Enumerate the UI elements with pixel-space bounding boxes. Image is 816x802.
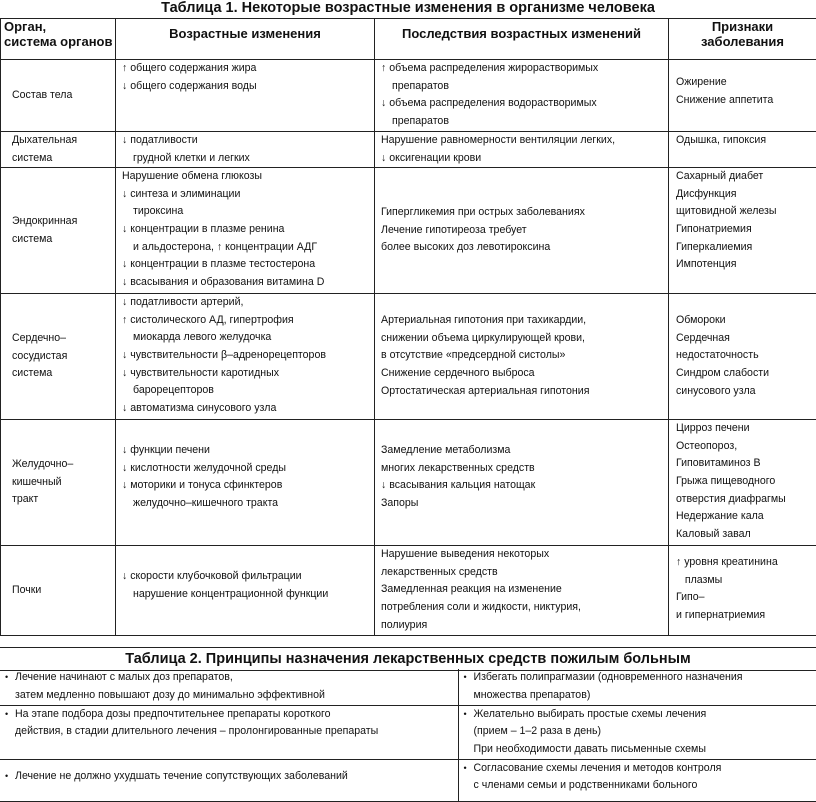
header-changes-label: Возрастные изменения [119,19,371,41]
change-line: ↑ систолического АД, гипертрофия [122,312,370,330]
header-organ-line: Орган, [4,19,112,34]
change-line: ↓ концентрации в плазме тестостерона [122,256,370,274]
sign-line: отверстия диафрагмы [676,491,812,509]
consequence-line: препаратов [381,113,664,131]
change-line: ↓ общего содержания воды [122,78,370,96]
sign-line: синусового узла [676,383,812,401]
change-line: ↓ функции печени [122,442,370,460]
change-line: ↓ кислотности желудочной среды [122,460,370,478]
header-consequences [375,19,669,60]
principle-cell [458,669,816,705]
principle-line: • На этапе подбора дозы предпочтительнее препараты короткого [15,706,452,724]
change-line: ↑ общего содержания жира [122,60,370,78]
change-line: ↓ податливости артерий, [122,294,370,312]
sign-line: Дисфункция [676,186,812,204]
header-changes [116,19,375,60]
consequences-cell [375,132,669,168]
change-line: ↓ автоматизма синусового узла [122,400,370,418]
consequence-line: лекарственных средств [381,564,664,582]
organ-line: Сердечно– [12,330,111,348]
principle-line: При необходимости давать письменные схемы [474,741,811,759]
changes-cell [116,546,375,636]
sign-line: Гипонатриемия [676,221,812,239]
sign-line: Синдром слабости [676,365,812,383]
table1-row [1,420,816,546]
principle-cell [458,705,816,759]
principle-line: • Лечение начинают с малых доз препаратов, [15,669,452,687]
principle-line: • Согласование схемы лечения и методов контроля [474,760,811,778]
organ-cell [1,168,116,294]
sign-line: Импотенция [676,256,812,274]
header-organ [1,19,116,60]
principle-cell [458,759,816,801]
sign-line: ↑ уровня креатинина [676,554,812,572]
signs-cell [669,168,816,294]
change-line: миокарда левого желудочка [122,329,370,347]
consequence-line: Нарушение равномерности вентиляции легких, [381,132,664,150]
table1-row [1,294,816,420]
organ-cell [1,294,116,420]
consequence-line: Гипергликемия при острых заболеваниях [381,204,664,222]
consequences-cell [375,168,669,294]
sign-line: Снижение аппетита [676,92,812,110]
organ-line: Почки [12,582,111,600]
organ-line: тракт [12,491,111,509]
sign-line: плазмы [676,572,812,590]
change-line: ↓ моторики и тонуса сфинктеров [122,477,370,495]
consequence-line: Замедленная реакция на изменение [381,581,664,599]
changes-cell [116,132,375,168]
sign-line: Грыжа пищеводного [676,473,812,491]
consequence-line: снижении объема циркулирующей крови, [381,330,664,348]
change-line: ↓ чувствительности каротидных [122,365,370,383]
consequence-line: Лечение гипотиреоза требует [381,222,664,240]
consequence-line: Артериальная гипотония при тахикардии, [381,312,664,330]
organ-line: Желудочно– [12,456,111,474]
change-line: ↓ синтеза и элиминации [122,186,370,204]
table1-row [1,60,816,132]
change-line: ↓ концентрации в плазме ренина [122,221,370,239]
principle-row [0,669,816,705]
consequence-line: ↓ оксигенации крови [381,150,664,168]
sign-line: и гипернатриемия [676,607,812,625]
organ-cell [1,420,116,546]
consequence-line: многих лекарственных средств [381,460,664,478]
organ-line: Эндокринная [12,213,111,231]
principle-line: действия, в стадии длительного лечения – пролонгированные препараты [15,723,452,741]
table1-row [1,132,816,168]
principle-row [0,759,816,801]
header-signs [669,19,816,60]
sign-line: Обмороки [676,312,812,330]
signs-cell [669,132,816,168]
organ-cell [1,60,116,132]
table1-row [1,168,816,294]
signs-cell [669,546,816,636]
signs-cell [669,420,816,546]
sign-line: щитовидной железы [676,203,812,221]
organ-line: кишечный [12,474,111,492]
table1-row [1,546,816,636]
organ-line: сосудистая [12,348,111,366]
change-line: желудочно–кишечного тракта [122,495,370,513]
principle-line: • Лечение не должно ухудшать течение сопутствующих заболеваний [15,768,452,786]
principle-cell [0,705,458,759]
consequence-line: Нарушение выведения некоторых [381,546,664,564]
principle-line: затем медленно повышают дозу до минимально эффективной [15,687,452,705]
table2-title: Таблица 2. Принципы назначения лекарственных средств пожилым больным [0,647,816,671]
change-line: Нарушение обмена глюкозы [122,168,370,186]
header-consequences-label: Последствия возрастных изменений [378,19,665,41]
sign-line: Гипо– [676,589,812,607]
consequences-cell [375,60,669,132]
consequence-line: потребления соли и жидкости, никтурия, [381,599,664,617]
principle-line: с членами семьи и родственниками больного [474,777,811,795]
principle-line: множества препаратов) [474,687,811,705]
changes-cell [116,420,375,546]
sign-line: Сердечная [676,330,812,348]
consequence-line: Запоры [381,495,664,513]
consequence-line: Замедление метаболизма [381,442,664,460]
changes-cell [116,168,375,294]
sign-line: Остеопороз, [676,438,812,456]
sign-line: Цирроз печени [676,420,812,438]
consequences-cell [375,294,669,420]
principle-cell [0,759,458,801]
prescribing-principles-table [0,669,816,802]
consequence-line: полиурия [381,617,664,635]
change-line: ↓ чувствительности β–адренорецепторов [122,347,370,365]
consequences-cell [375,546,669,636]
change-line: ↓ скорости клубочковой фильтрации [122,568,370,586]
header-organ-line: система органов [4,34,112,49]
consequence-line: в отсутствие «предсердной систолы» [381,347,664,365]
sign-line: Сахарный диабет [676,168,812,186]
organ-line: Дыхательная [12,132,111,150]
sign-line: Недержание кала [676,508,812,526]
header-signs-line: Признаки [672,19,813,34]
sign-line: Гиперкалиемия [676,239,812,257]
table1-title: Таблица 1. Некоторые возрастные изменения в организме человека [0,0,816,19]
organ-cell [1,132,116,168]
organ-line: система [12,231,111,249]
consequence-line: ↓ всасывания кальция натощак [381,477,664,495]
change-line: нарушение концентрационной функции [122,586,370,604]
table1-header-row [1,19,816,60]
consequence-line: препаратов [381,78,664,96]
sign-line: недостаточность [676,347,812,365]
principle-row [0,705,816,759]
organ-line: Состав тела [12,87,111,105]
changes-cell [116,60,375,132]
principle-line: • Желательно выбирать простые схемы лечения [474,706,811,724]
age-changes-table [0,18,816,636]
signs-cell [669,294,816,420]
sign-line: Ожирение [676,74,812,92]
principle-cell [0,669,458,705]
change-line: грудной клетки и легких [122,150,370,168]
change-line: тироксина [122,203,370,221]
change-line: ↓ всасывания и образования витамина D [122,274,370,292]
header-signs-line: заболевания [672,34,813,49]
sign-line: Одышка, гипоксия [676,132,812,150]
sign-line: Каловый завал [676,526,812,544]
consequence-line: Снижение сердечного выброса [381,365,664,383]
consequence-line: более высоких доз левотироксина [381,239,664,257]
consequence-line: ↑ объема распределения жирорастворимых [381,60,664,78]
change-line: барорецепторов [122,382,370,400]
signs-cell [669,60,816,132]
consequences-cell [375,420,669,546]
consequence-line: Ортостатическая артериальная гипотония [381,383,664,401]
change-line: и альдостерона, ↑ концентрации АДГ [122,239,370,257]
principle-line: (прием – 1–2 раза в день) [474,723,811,741]
organ-line: система [12,150,111,168]
changes-cell [116,294,375,420]
change-line: ↓ податливости [122,132,370,150]
organ-cell [1,546,116,636]
organ-line: система [12,365,111,383]
consequence-line: ↓ объема распределения водорастворимых [381,95,664,113]
sign-line: Гиповитаминоз В [676,455,812,473]
principle-line: • Избегать полипрагмазии (одновременного назначения [474,669,811,687]
